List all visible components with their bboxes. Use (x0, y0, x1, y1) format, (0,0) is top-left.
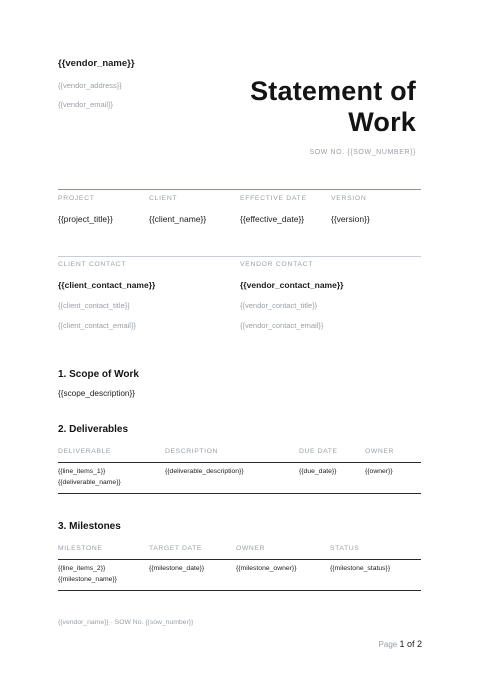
deliverables-bottom-rule (58, 493, 421, 494)
deliverables-header-due-date: DUE DATE (299, 448, 338, 455)
footer-reference: {{vendor_name}} · SOW No. {{sow_number}} (58, 619, 194, 626)
deliverables-row-due-date: {{due_date}} (299, 468, 337, 475)
milestones-header-status: STATUS (330, 545, 360, 552)
deliverables-row-deliverable: {{line_items_1}} {{deliverable_name}} (58, 468, 121, 486)
milestones-header-rule (58, 559, 421, 560)
meta-label-project: PROJECT (58, 195, 95, 202)
meta-label-effective-date: EFFECTIVE DATE (240, 195, 307, 202)
milestones-header-owner: OWNER (236, 545, 266, 552)
sow-number: SOW NO. {{SOW_NUMBER}} (309, 149, 416, 156)
deliverables-heading: 2. Deliverables (58, 424, 129, 435)
deliverables-header-deliverable: DELIVERABLE (58, 448, 112, 455)
meta-label-client: CLIENT (149, 195, 178, 202)
client-contact-title: {{client_contact_title}} (58, 301, 130, 310)
page-number (379, 639, 422, 649)
meta-label-version: VERSION (331, 195, 367, 202)
document-title (250, 76, 416, 138)
page-number-prefix: Page (378, 640, 398, 649)
scope-heading: 1. Scope of Work (58, 369, 139, 380)
milestones-header-target-date: TARGET DATE (149, 545, 203, 552)
milestones-row-target-date: {{milestone_date}} (149, 565, 205, 572)
milestones-row-owner: {{milestone_owner}} (236, 565, 297, 572)
vendor-name: {{vendor_name}} (58, 58, 135, 69)
vendor-contact-email: {{vendor_contact_email}} (240, 321, 324, 330)
client-contact-email: {{client_contact_email}} (58, 321, 136, 330)
contacts-top-rule (58, 256, 421, 257)
milestones-heading: 3. Milestones (58, 521, 121, 532)
vendor-contact-label: VENDOR CONTACT (240, 261, 314, 268)
client-contact-label: CLIENT CONTACT (58, 261, 127, 268)
document-title-line-1: Statement of (250, 76, 416, 106)
deliverables-row-description: {{deliverable_description}} (165, 468, 244, 475)
vendor-contact-title: {{vendor_contact_title}} (240, 301, 318, 310)
deliverables-row-owner: {{owner}} (365, 468, 393, 475)
meta-value-client: {{client_name}} (149, 214, 207, 224)
meta-value-version: {{version}} (331, 214, 370, 224)
page-number-value: 1 of 2 (399, 639, 422, 649)
milestones-row-milestone: {{line_items_2}} {{milestone_name}} (58, 565, 117, 583)
milestones-row-status: {{milestone_status}} (330, 565, 391, 572)
deliverables-header-rule (58, 462, 421, 463)
document-title-line-2: Work (348, 107, 416, 137)
milestones-header-milestone: MILESTONE (58, 545, 103, 552)
vendor-address: {{vendor_address}} (58, 81, 122, 90)
scope-description: {{scope_description}} (58, 389, 135, 398)
deliverables-header-owner: OWNER (365, 448, 395, 455)
milestones-bottom-rule (58, 590, 421, 591)
deliverables-header-description: DESCRIPTION (165, 448, 219, 455)
meta-value-project: {{project_title}} (58, 214, 113, 224)
client-contact-name: {{client_contact_name}} (58, 280, 156, 290)
meta-top-rule (58, 189, 421, 190)
vendor-contact-name: {{vendor_contact_name}} (240, 280, 344, 290)
vendor-email: {{vendor_email}} (58, 100, 114, 109)
meta-value-effective-date: {{effective_date}} (240, 214, 305, 224)
